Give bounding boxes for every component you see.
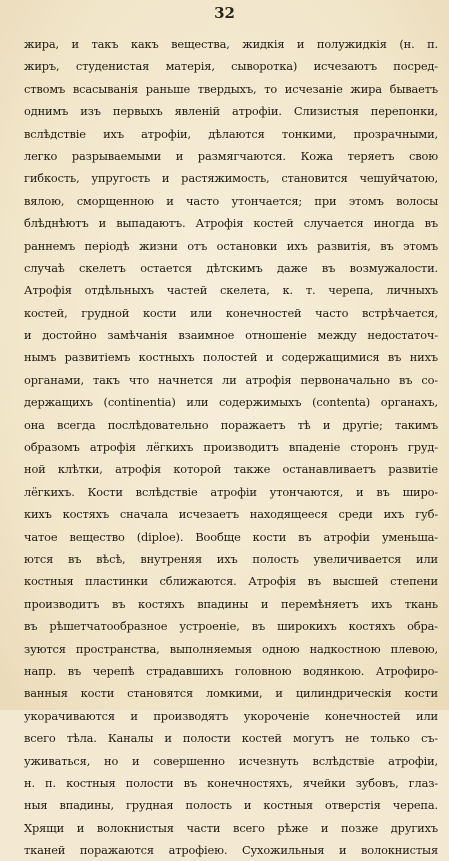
text-line: держащихъ (continentia) или содержимыхъ (contenta) органахъ, (24, 395, 438, 410)
text-line: Хрящи и волокнистыя части всего рѣже и позже другихъ (24, 820, 438, 835)
text-line: раннемъ періодѣ жизни отъ остановки ихъ развитія, въ этомъ (24, 238, 438, 253)
text-line: жиръ, студенистая матерія, сыворотка) исчезаютъ посред- (24, 59, 438, 74)
text-line: н. п. костныя полости въ конечностяхъ, ячейки зубовъ, глаз- (24, 775, 438, 790)
text-line: вялою, сморщенною и часто утончается; при этомъ волосы (24, 193, 438, 208)
text-line: укорачиваются и производятъ укороченіе конечностей или (24, 708, 438, 723)
text-line: и достойно замѣчанія взаимное отношеніе между недостаточ- (24, 328, 438, 343)
text-line: жира, и такъ какъ вещества, жидкія и полужидкія (н. п. (24, 37, 438, 51)
text-line: зуются пространства, выполняемыя одною надкостною плевою, (24, 641, 438, 656)
text-line: кихъ костяхъ сначала исчезаетъ находящееся среди ихъ губ- (24, 507, 438, 522)
text-line: легко разрываемыми и размягчаются. Кожа теряетъ свою (24, 148, 438, 163)
text-line: Атрофія отдѣльныхъ частей скелета, к. т. черепа, личныхъ (24, 283, 438, 298)
text-line: ной клѣтки, атрофія которой также останавливаетъ развитіе (24, 462, 438, 477)
text-line: она всегда послѣдовательно поражаетъ тѣ и другіе; такимъ (24, 417, 438, 432)
text-line: ются въ вѣсѣ, внутреняя ихъ полость увеличивается или (24, 551, 438, 566)
body-text (24, 33, 438, 861)
text-line: напр. въ черепѣ страдавшихъ головною водянкою. Атрофиро- (24, 663, 438, 678)
page-number: 32 (214, 4, 235, 22)
text-line: лёгкихъ. Кости вслѣдствіе атрофіи утончаются, и въ широ- (24, 484, 438, 499)
text-line: однимъ изъ первыхъ явленій атрофіи. Слизистыя перепонки, (24, 104, 438, 119)
text-line: тканей поражаются атрофіею. Сухожильныя и волокнистыя (24, 843, 438, 858)
text-line: вслѣдствіе ихъ атрофіи, дѣлаются тонкими, прозрачными, (24, 126, 438, 141)
text-line: всего тѣла. Каналы и полости костей могутъ не только съ- (24, 731, 438, 746)
text-line: ствомъ всасыванія раньше твердыхъ, то исчезаніе жира бываетъ (24, 81, 438, 96)
text-line: органами, такъ что начнется ли атрофія первоначально въ со- (24, 372, 438, 387)
text-line: производитъ въ костяхъ впадины и перемѣняетъ ихъ ткань (24, 596, 438, 611)
text-line: ныя впадины, грудная полость и костныя отверстія черепа. (24, 798, 438, 813)
text-line: костныя пластинки сближаются. Атрофія въ высшей степени (24, 574, 438, 589)
text-line: нымъ развитіемъ костныхъ полостей и содержащимися въ нихъ (24, 350, 438, 365)
text-line: случаѣ скелетъ остается дѣтскимъ даже въ возмужалости. (24, 260, 438, 275)
text-line: въ рѣшетчатообразное устроеніе, въ широкихъ костяхъ обра- (24, 619, 438, 634)
text-line: гибкость, упругость и растяжимость, становится чешуйчатою, (24, 171, 438, 186)
text-line: образомъ атрофія лёгкихъ производитъ впаденіе сторонъ груд- (24, 440, 438, 455)
text-line: уживаться, но и совершенно исчезнуть вслѣдствіе атрофіи, (24, 753, 438, 768)
text-line: чатое вещество (diploe). Вообще кости въ атрофіи уменьша- (24, 529, 438, 544)
text-line: ванныя кости становятся ломкими, и цилиндрическія кости (24, 686, 438, 701)
text-line: костей, грудной кости или конечностей часто встрѣчается, (24, 305, 438, 320)
text-line: блѣднѣютъ и выпадаютъ. Атрофія костей случается иногда въ (24, 216, 438, 231)
